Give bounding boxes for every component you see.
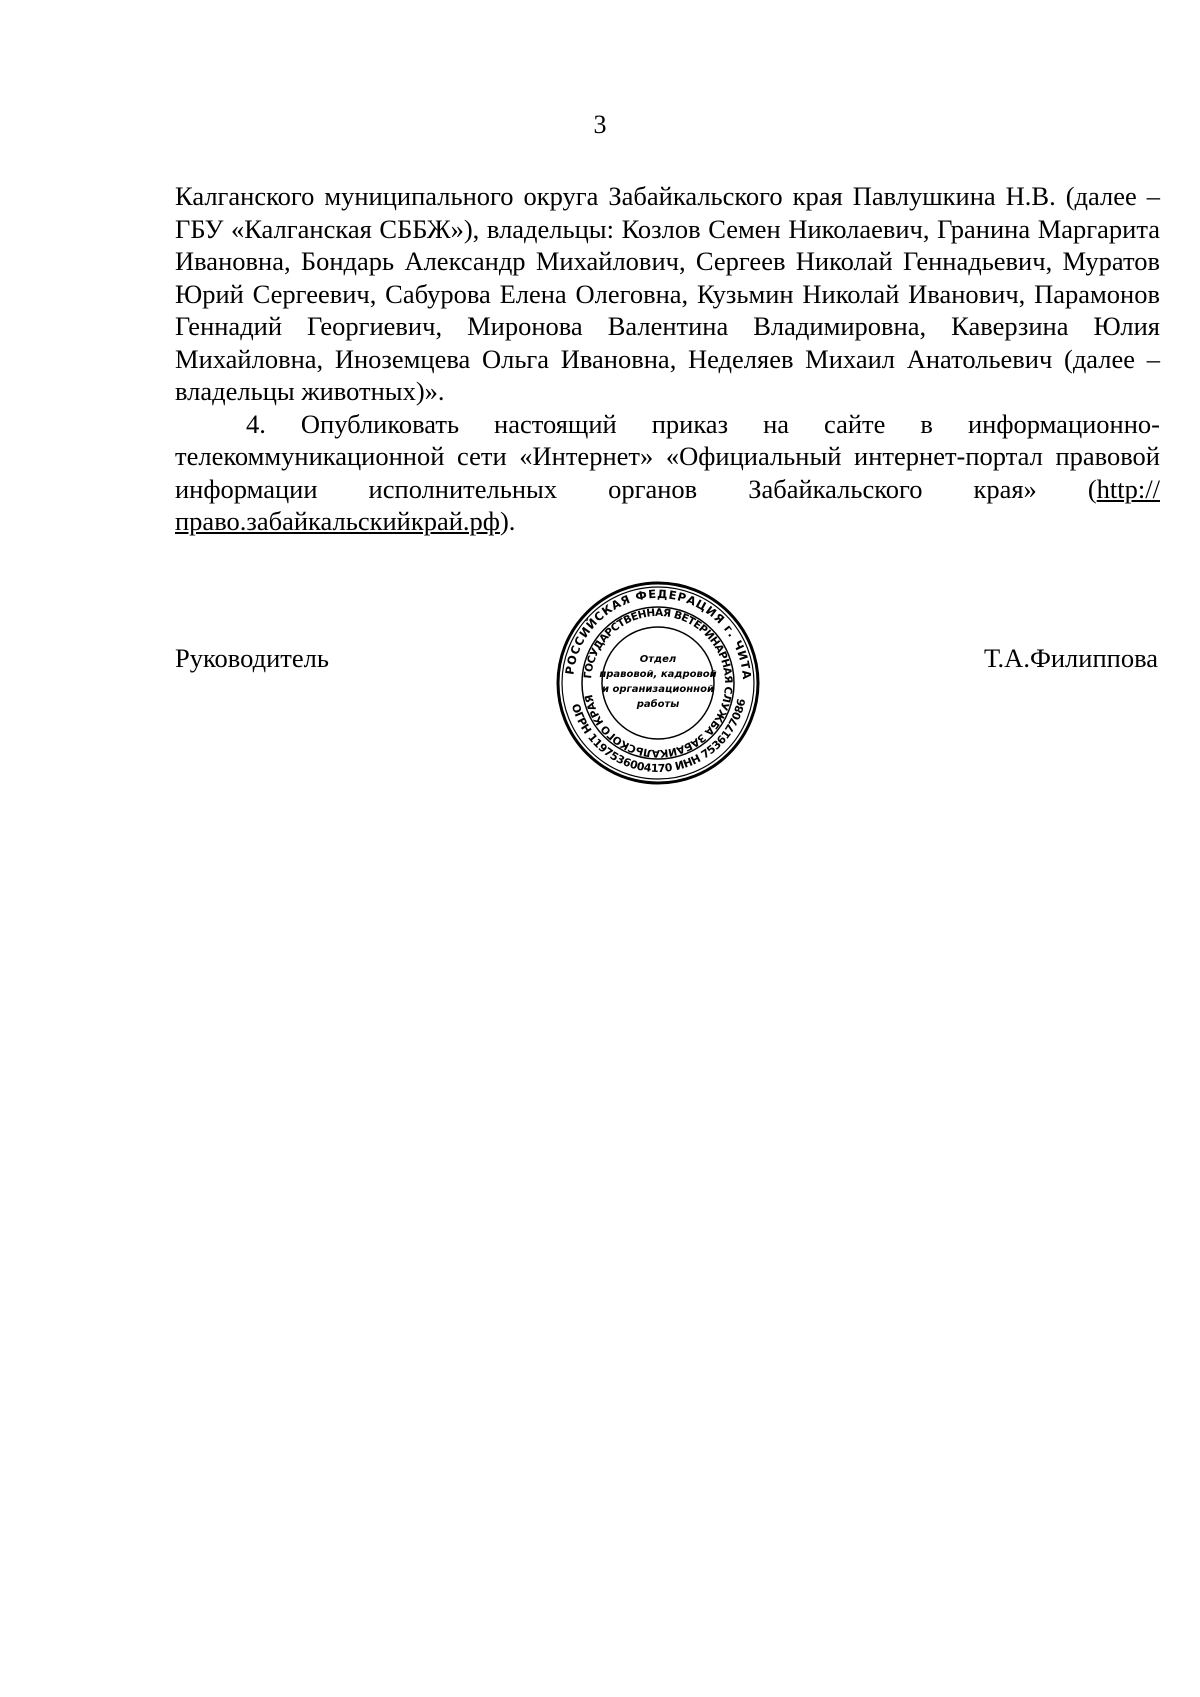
paragraph-item-4: [175, 408, 1160, 538]
paragraph-item-4-tail: ).: [499, 506, 516, 536]
seal-center-line-2: правовой, кадровой: [599, 669, 717, 680]
official-seal: [553, 578, 763, 788]
seal-graphic: [553, 578, 763, 788]
document-body: [175, 180, 1160, 538]
page-number: 3: [593, 110, 607, 139]
seal-outer-ring-bottom-text: ОГРН 1197536004170 ИНН 7536177086: [568, 697, 749, 776]
seal-inner-ring-text: ГОСУДАРСТВЕННАЯ ВЕТЕРИНАРНАЯ СЛУЖБА ЗАБАЙКАЛЬСКОГО КРАЯ: [582, 606, 735, 760]
seal-center-line-3: и организационной: [602, 684, 714, 695]
portal-link[interactable]: http://право.забайкальскийкрай.рф: [175, 473, 1160, 536]
paragraph-continuation: Калганского муниципального округа Забайкальского края Павлушкина Н.В. (далее – ГБУ «Калганская СББЖ»), владельцы: Козлов Семен Николаевич, Гранина Маргарита Ивановна, Бондарь Александр Михайлович, Сергеев Николай Геннадьевич, Муратов Юрий Сергеевич, Сабурова Елена Олеговна, Кузьмин Николай Иванович, Парамонов Геннадий Георгиевич, Миронова Валентина Владимировна, Каверзина Юлия Михайловна, Иноземцева Ольга Ивановна, Неделяев Михаил Анатольевич (далее – владельцы животных)».: [175, 181, 1160, 406]
seal-outer-ring-text: РОССИЙСКАЯ ФЕДЕРАЦИЯ г. ЧИТА: [562, 586, 754, 680]
seal-inner-circle: [602, 627, 714, 739]
signatory-title: Руководитель: [175, 643, 329, 673]
signatory-name: Т.А.Филиппова: [984, 643, 1158, 673]
seal-center-line-4: работы: [636, 699, 680, 710]
seal-center-line-1: Отдел: [639, 654, 677, 665]
paragraph-item-4-text: 4. Опубликовать настоящий приказ на сайте в информационно-телекоммуникационной сети «Интернет» «Официальный интернет-портал правовой информации исполнительных органов Забайкальского края» (: [175, 408, 1160, 504]
